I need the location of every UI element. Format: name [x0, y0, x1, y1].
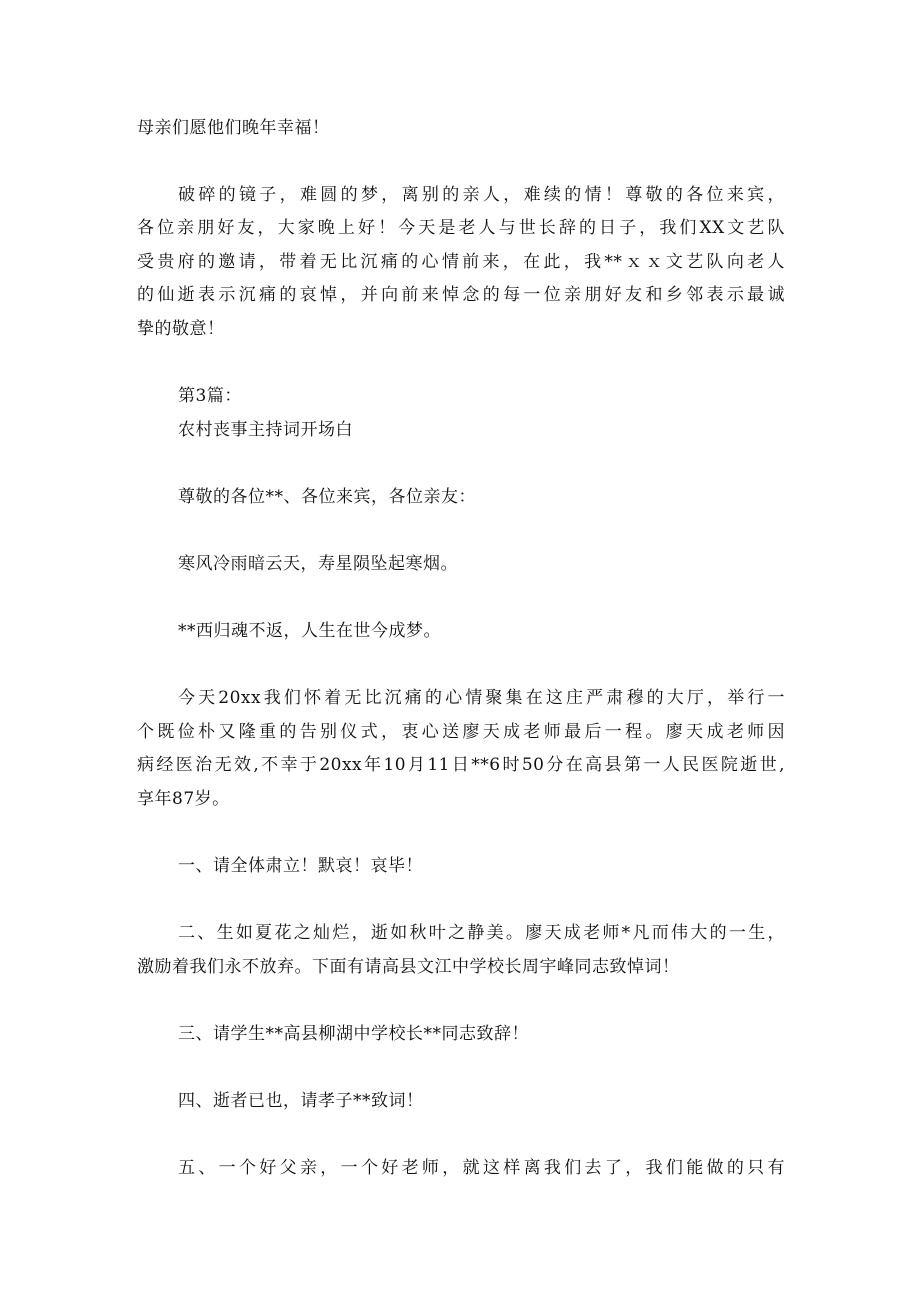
paragraph-1-line-2: 各位亲朋好友，大家晚上好！今天是老人与世长辞的日子，我们XX文艺队	[137, 218, 785, 238]
ceremony-item-4: 四、逝者已也，请孝子**致词！	[178, 1091, 424, 1111]
paragraph-1-line-4: 的仙逝表示沉痛的哀悼，并向前来悼念的每一位亲朋好友和乡邻表示最诚	[137, 285, 785, 305]
ceremony-item-5: 五、一个好父亲，一个好老师，就这样离我们去了，我们能做的只有	[178, 1158, 785, 1178]
paragraph-1-line-1: 破碎的镜子，难圆的梦，离别的亲人，难续的情！尊敬的各位来宾，	[178, 185, 785, 205]
paragraph-2-line-2: 个既俭朴又隆重的告别仪式，衷心送廖天成老师最后一程。廖天成老师因	[137, 722, 785, 742]
section-label: 第3篇：	[178, 386, 242, 406]
paragraph-1-line-5: 挚的敬意！	[137, 319, 225, 339]
greeting-line: 尊敬的各位**、各位来宾，各位亲友：	[178, 487, 476, 507]
ceremony-item-2-line-1: 二、生如夏花之灿烂，逝如秋叶之静美。廖天成老师*凡而伟大的一生，	[178, 923, 785, 943]
paragraph-2-line-1: 今天20xx我们怀着无比沉痛的心情聚集在这庄严肃穆的大厅，举行一	[178, 688, 785, 708]
intro-closing-line: 母亲们愿他们晚年幸福！	[137, 118, 330, 138]
section-title: 农村丧事主持词开场白	[178, 420, 353, 440]
verse-line-2: **西归魂不返，人生在世今成梦。	[178, 621, 441, 641]
paragraph-2-line-3: 病经医治无效,不幸于20xx年10月11日**6时50分在高县第一人民医院逝世,	[137, 755, 785, 775]
paragraph-2-line-4: 享年87岁。	[137, 789, 230, 809]
ceremony-item-2-line-2: 激励着我们永不放弃。下面有请高县文江中学校长周宇峰同志致悼词！	[137, 957, 680, 977]
paragraph-1-line-3: 受贵府的邀请，带着无比沉痛的心情前来，在此，我**ｘｘ文艺队向老人	[137, 252, 785, 272]
verse-line-1: 寒风冷雨暗云天，寿星陨坠起寒烟。	[178, 554, 458, 574]
ceremony-item-1: 一、请全体肃立！默哀！哀毕！	[178, 856, 423, 876]
ceremony-item-3: 三、请学生**高县柳湖中学校长**同志致辞！	[178, 1024, 529, 1044]
